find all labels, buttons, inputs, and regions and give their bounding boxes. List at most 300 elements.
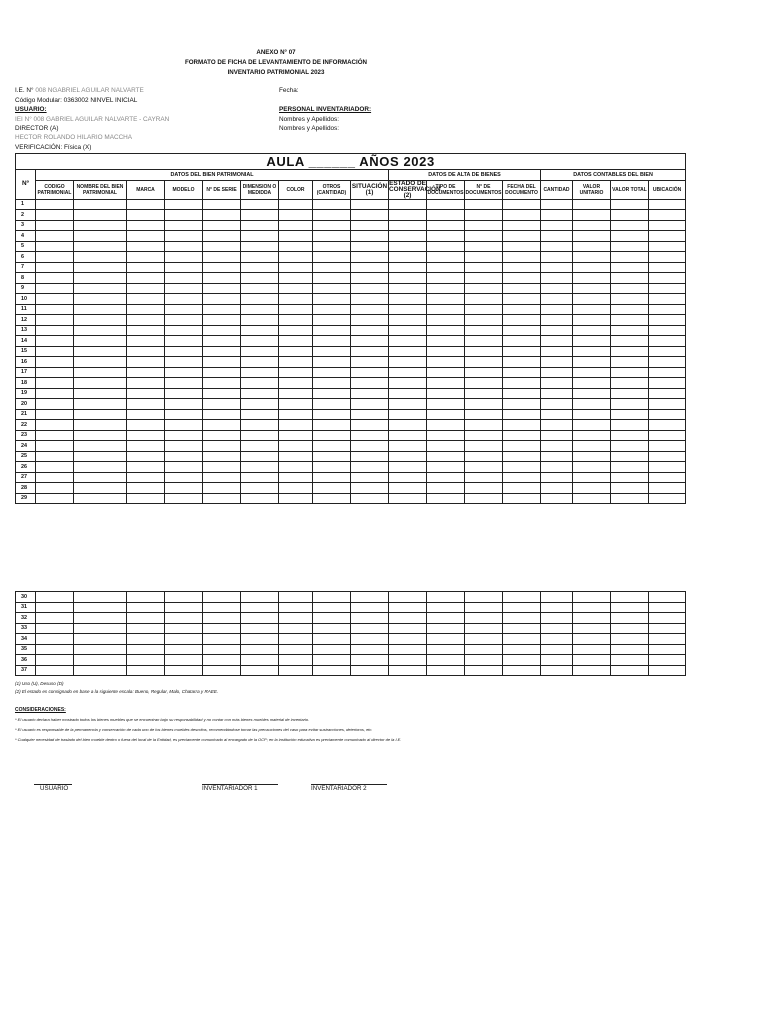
table-cell[interactable] (241, 315, 279, 326)
table-cell[interactable] (427, 220, 465, 231)
table-cell[interactable] (36, 613, 74, 624)
table-cell[interactable] (36, 357, 74, 368)
table-cell[interactable] (427, 367, 465, 378)
table-cell[interactable] (74, 220, 127, 231)
table-cell[interactable] (541, 367, 573, 378)
table-cell[interactable] (241, 602, 279, 613)
table-cell[interactable] (165, 241, 203, 252)
table-cell[interactable] (313, 483, 351, 494)
table-cell[interactable] (351, 315, 389, 326)
table-cell[interactable] (127, 325, 165, 336)
table-cell[interactable] (427, 430, 465, 441)
table-cell[interactable] (313, 241, 351, 252)
table-cell[interactable] (649, 336, 686, 347)
table-cell[interactable] (74, 210, 127, 221)
table-cell[interactable] (203, 220, 241, 231)
table-cell[interactable] (203, 399, 241, 410)
table-cell[interactable] (503, 613, 541, 624)
table-cell[interactable] (351, 231, 389, 242)
table-cell[interactable] (427, 472, 465, 483)
table-cell[interactable] (74, 644, 127, 655)
table-cell[interactable] (74, 283, 127, 294)
table-cell[interactable] (279, 304, 313, 315)
table-cell[interactable] (165, 252, 203, 263)
table-cell[interactable] (241, 623, 279, 634)
table-cell[interactable] (465, 199, 503, 210)
table-cell[interactable] (351, 602, 389, 613)
table-cell[interactable] (427, 644, 465, 655)
table-cell[interactable] (279, 483, 313, 494)
table-cell[interactable] (427, 231, 465, 242)
table-cell[interactable] (165, 325, 203, 336)
table-cell[interactable] (74, 441, 127, 452)
table-cell[interactable] (465, 655, 503, 666)
table-cell[interactable] (611, 655, 649, 666)
table-cell[interactable] (165, 441, 203, 452)
table-cell[interactable] (389, 210, 427, 221)
table-cell[interactable] (165, 409, 203, 420)
table-cell[interactable] (541, 252, 573, 263)
table-cell[interactable] (541, 325, 573, 336)
table-cell[interactable] (36, 346, 74, 357)
table-cell[interactable] (611, 325, 649, 336)
table-cell[interactable] (165, 623, 203, 634)
table-cell[interactable] (165, 472, 203, 483)
table-cell[interactable] (74, 420, 127, 431)
table-cell[interactable] (389, 346, 427, 357)
table-cell[interactable] (165, 655, 203, 666)
table-cell[interactable] (611, 483, 649, 494)
table-cell[interactable] (649, 399, 686, 410)
table-cell[interactable] (503, 483, 541, 494)
table-cell[interactable] (127, 644, 165, 655)
table-cell[interactable] (36, 399, 74, 410)
table-cell[interactable] (165, 283, 203, 294)
table-cell[interactable] (541, 210, 573, 221)
table-cell[interactable] (279, 399, 313, 410)
table-cell[interactable] (465, 357, 503, 368)
table-cell[interactable] (465, 210, 503, 221)
table-cell[interactable] (313, 634, 351, 645)
table-cell[interactable] (127, 451, 165, 462)
table-cell[interactable] (389, 623, 427, 634)
table-cell[interactable] (74, 430, 127, 441)
table-cell[interactable] (541, 634, 573, 645)
table-cell[interactable] (503, 399, 541, 410)
table-cell[interactable] (389, 367, 427, 378)
table-cell[interactable] (389, 602, 427, 613)
table-cell[interactable] (203, 273, 241, 284)
table-cell[interactable] (313, 441, 351, 452)
table-cell[interactable] (279, 462, 313, 473)
table-cell[interactable] (649, 262, 686, 273)
table-cell[interactable] (36, 483, 74, 494)
table-cell[interactable] (203, 283, 241, 294)
table-cell[interactable] (573, 199, 611, 210)
table-cell[interactable] (165, 336, 203, 347)
table-cell[interactable] (427, 210, 465, 221)
table-cell[interactable] (503, 357, 541, 368)
table-cell[interactable] (611, 220, 649, 231)
table-cell[interactable] (351, 430, 389, 441)
table-cell[interactable] (241, 304, 279, 315)
table-cell[interactable] (611, 644, 649, 655)
table-cell[interactable] (573, 283, 611, 294)
table-cell[interactable] (241, 592, 279, 603)
table-cell[interactable] (351, 304, 389, 315)
table-cell[interactable] (503, 623, 541, 634)
table-cell[interactable] (541, 283, 573, 294)
table-cell[interactable] (427, 483, 465, 494)
table-cell[interactable] (573, 665, 611, 676)
table-cell[interactable] (203, 441, 241, 452)
table-cell[interactable] (389, 409, 427, 420)
table-cell[interactable] (203, 199, 241, 210)
table-cell[interactable] (313, 623, 351, 634)
table-cell[interactable] (611, 409, 649, 420)
table-cell[interactable] (279, 613, 313, 624)
table-cell[interactable] (389, 451, 427, 462)
table-cell[interactable] (203, 231, 241, 242)
table-cell[interactable] (313, 462, 351, 473)
table-cell[interactable] (203, 420, 241, 431)
table-cell[interactable] (389, 665, 427, 676)
table-cell[interactable] (649, 346, 686, 357)
table-cell[interactable] (611, 262, 649, 273)
table-cell[interactable] (465, 399, 503, 410)
table-cell[interactable] (165, 357, 203, 368)
table-cell[interactable] (573, 409, 611, 420)
table-cell[interactable] (351, 493, 389, 504)
table-cell[interactable] (36, 409, 74, 420)
table-cell[interactable] (427, 357, 465, 368)
table-cell[interactable] (241, 241, 279, 252)
table-cell[interactable] (573, 378, 611, 389)
table-cell[interactable] (573, 367, 611, 378)
table-cell[interactable] (127, 634, 165, 645)
table-cell[interactable] (389, 644, 427, 655)
table-cell[interactable] (313, 665, 351, 676)
table-cell[interactable] (503, 304, 541, 315)
table-cell[interactable] (203, 602, 241, 613)
table-cell[interactable] (36, 451, 74, 462)
table-cell[interactable] (313, 592, 351, 603)
table-cell[interactable] (165, 592, 203, 603)
table-cell[interactable] (127, 241, 165, 252)
table-cell[interactable] (241, 472, 279, 483)
table-cell[interactable] (389, 283, 427, 294)
table-cell[interactable] (203, 241, 241, 252)
table-cell[interactable] (127, 399, 165, 410)
table-cell[interactable] (241, 283, 279, 294)
table-cell[interactable] (503, 430, 541, 441)
table-cell[interactable] (165, 378, 203, 389)
table-cell[interactable] (503, 493, 541, 504)
table-cell[interactable] (649, 241, 686, 252)
table-cell[interactable] (465, 241, 503, 252)
table-cell[interactable] (74, 199, 127, 210)
table-cell[interactable] (389, 199, 427, 210)
table-cell[interactable] (203, 493, 241, 504)
table-cell[interactable] (165, 644, 203, 655)
table-cell[interactable] (503, 441, 541, 452)
table-cell[interactable] (465, 665, 503, 676)
table-cell[interactable] (541, 462, 573, 473)
table-cell[interactable] (203, 472, 241, 483)
table-cell[interactable] (279, 273, 313, 284)
table-cell[interactable] (165, 315, 203, 326)
table-cell[interactable] (611, 430, 649, 441)
table-cell[interactable] (74, 409, 127, 420)
table-cell[interactable] (465, 388, 503, 399)
table-cell[interactable] (313, 357, 351, 368)
table-cell[interactable] (313, 602, 351, 613)
table-cell[interactable] (165, 199, 203, 210)
table-cell[interactable] (427, 451, 465, 462)
table-cell[interactable] (165, 220, 203, 231)
table-cell[interactable] (649, 441, 686, 452)
table-cell[interactable] (351, 644, 389, 655)
table-cell[interactable] (165, 231, 203, 242)
table-cell[interactable] (573, 441, 611, 452)
table-cell[interactable] (241, 388, 279, 399)
table-cell[interactable] (611, 283, 649, 294)
table-cell[interactable] (541, 430, 573, 441)
table-cell[interactable] (465, 634, 503, 645)
table-cell[interactable] (279, 472, 313, 483)
table-cell[interactable] (313, 388, 351, 399)
table-cell[interactable] (36, 378, 74, 389)
table-cell[interactable] (74, 493, 127, 504)
table-cell[interactable] (573, 304, 611, 315)
table-cell[interactable] (313, 283, 351, 294)
table-cell[interactable] (573, 336, 611, 347)
table-cell[interactable] (611, 336, 649, 347)
table-cell[interactable] (351, 273, 389, 284)
table-cell[interactable] (611, 210, 649, 221)
table-cell[interactable] (611, 346, 649, 357)
table-cell[interactable] (465, 420, 503, 431)
table-cell[interactable] (427, 462, 465, 473)
table-cell[interactable] (649, 325, 686, 336)
table-cell[interactable] (465, 493, 503, 504)
table-cell[interactable] (427, 441, 465, 452)
table-cell[interactable] (36, 430, 74, 441)
table-cell[interactable] (279, 325, 313, 336)
table-cell[interactable] (279, 378, 313, 389)
table-cell[interactable] (36, 294, 74, 305)
table-cell[interactable] (611, 388, 649, 399)
table-cell[interactable] (279, 220, 313, 231)
table-cell[interactable] (241, 357, 279, 368)
table-cell[interactable] (127, 592, 165, 603)
table-cell[interactable] (279, 315, 313, 326)
table-cell[interactable] (241, 493, 279, 504)
table-cell[interactable] (36, 325, 74, 336)
table-cell[interactable] (203, 336, 241, 347)
table-cell[interactable] (203, 388, 241, 399)
table-cell[interactable] (503, 199, 541, 210)
table-cell[interactable] (279, 420, 313, 431)
table-cell[interactable] (573, 634, 611, 645)
table-cell[interactable] (241, 441, 279, 452)
table-cell[interactable] (165, 613, 203, 624)
table-cell[interactable] (649, 602, 686, 613)
table-cell[interactable] (127, 262, 165, 273)
table-cell[interactable] (541, 472, 573, 483)
table-cell[interactable] (127, 231, 165, 242)
table-cell[interactable] (351, 346, 389, 357)
table-cell[interactable] (389, 262, 427, 273)
table-cell[interactable] (503, 325, 541, 336)
table-cell[interactable] (74, 655, 127, 666)
table-cell[interactable] (389, 231, 427, 242)
table-cell[interactable] (503, 220, 541, 231)
table-cell[interactable] (74, 399, 127, 410)
table-cell[interactable] (313, 336, 351, 347)
table-cell[interactable] (649, 655, 686, 666)
table-cell[interactable] (203, 378, 241, 389)
table-cell[interactable] (573, 462, 611, 473)
table-cell[interactable] (465, 462, 503, 473)
table-cell[interactable] (313, 325, 351, 336)
table-cell[interactable] (36, 493, 74, 504)
table-cell[interactable] (427, 592, 465, 603)
table-cell[interactable] (313, 220, 351, 231)
table-cell[interactable] (313, 451, 351, 462)
table-cell[interactable] (351, 336, 389, 347)
table-cell[interactable] (541, 241, 573, 252)
table-cell[interactable] (541, 655, 573, 666)
table-cell[interactable] (165, 451, 203, 462)
table-cell[interactable] (36, 304, 74, 315)
table-cell[interactable] (313, 420, 351, 431)
table-cell[interactable] (427, 399, 465, 410)
table-cell[interactable] (573, 472, 611, 483)
table-cell[interactable] (649, 315, 686, 326)
table-cell[interactable] (127, 210, 165, 221)
table-cell[interactable] (503, 367, 541, 378)
table-cell[interactable] (611, 592, 649, 603)
table-cell[interactable] (465, 378, 503, 389)
table-cell[interactable] (279, 336, 313, 347)
table-cell[interactable] (36, 199, 74, 210)
table-cell[interactable] (74, 665, 127, 676)
table-cell[interactable] (74, 472, 127, 483)
table-cell[interactable] (241, 655, 279, 666)
table-cell[interactable] (279, 346, 313, 357)
table-cell[interactable] (503, 294, 541, 305)
table-cell[interactable] (427, 273, 465, 284)
table-cell[interactable] (389, 462, 427, 473)
table-cell[interactable] (127, 273, 165, 284)
table-cell[interactable] (241, 346, 279, 357)
table-cell[interactable] (36, 220, 74, 231)
table-cell[interactable] (611, 613, 649, 624)
table-cell[interactable] (241, 378, 279, 389)
table-cell[interactable] (36, 388, 74, 399)
table-cell[interactable] (203, 325, 241, 336)
table-cell[interactable] (611, 399, 649, 410)
table-cell[interactable] (427, 336, 465, 347)
table-cell[interactable] (279, 451, 313, 462)
table-cell[interactable] (573, 399, 611, 410)
table-cell[interactable] (503, 420, 541, 431)
table-cell[interactable] (279, 357, 313, 368)
table-cell[interactable] (313, 472, 351, 483)
table-cell[interactable] (465, 283, 503, 294)
table-cell[interactable] (127, 367, 165, 378)
table-cell[interactable] (465, 409, 503, 420)
table-cell[interactable] (465, 592, 503, 603)
table-cell[interactable] (541, 273, 573, 284)
table-cell[interactable] (127, 315, 165, 326)
table-cell[interactable] (427, 420, 465, 431)
table-cell[interactable] (127, 430, 165, 441)
table-cell[interactable] (573, 357, 611, 368)
table-cell[interactable] (541, 602, 573, 613)
table-cell[interactable] (279, 493, 313, 504)
table-cell[interactable] (541, 357, 573, 368)
table-cell[interactable] (465, 231, 503, 242)
table-cell[interactable] (127, 357, 165, 368)
table-cell[interactable] (649, 294, 686, 305)
table-cell[interactable] (427, 294, 465, 305)
table-cell[interactable] (503, 472, 541, 483)
table-cell[interactable] (649, 644, 686, 655)
table-cell[interactable] (541, 420, 573, 431)
table-cell[interactable] (36, 472, 74, 483)
table-cell[interactable] (313, 231, 351, 242)
table-cell[interactable] (611, 472, 649, 483)
table-cell[interactable] (74, 262, 127, 273)
table-cell[interactable] (279, 388, 313, 399)
table-cell[interactable] (649, 199, 686, 210)
table-cell[interactable] (165, 210, 203, 221)
table-cell[interactable] (541, 441, 573, 452)
table-cell[interactable] (503, 231, 541, 242)
table-cell[interactable] (427, 252, 465, 263)
table-cell[interactable] (427, 262, 465, 273)
table-cell[interactable] (389, 592, 427, 603)
table-cell[interactable] (389, 388, 427, 399)
table-cell[interactable] (279, 592, 313, 603)
table-cell[interactable] (465, 613, 503, 624)
table-cell[interactable] (351, 388, 389, 399)
table-cell[interactable] (427, 602, 465, 613)
table-cell[interactable] (127, 441, 165, 452)
table-cell[interactable] (165, 493, 203, 504)
table-cell[interactable] (649, 304, 686, 315)
table-cell[interactable] (279, 644, 313, 655)
table-cell[interactable] (74, 613, 127, 624)
table-cell[interactable] (127, 655, 165, 666)
table-cell[interactable] (389, 294, 427, 305)
table-cell[interactable] (573, 241, 611, 252)
table-cell[interactable] (465, 623, 503, 634)
table-cell[interactable] (351, 199, 389, 210)
table-cell[interactable] (389, 420, 427, 431)
table-cell[interactable] (279, 655, 313, 666)
table-cell[interactable] (203, 644, 241, 655)
table-cell[interactable] (74, 304, 127, 315)
table-cell[interactable] (611, 231, 649, 242)
table-cell[interactable] (165, 462, 203, 473)
table-cell[interactable] (389, 483, 427, 494)
table-cell[interactable] (74, 602, 127, 613)
table-cell[interactable] (241, 483, 279, 494)
table-cell[interactable] (36, 644, 74, 655)
